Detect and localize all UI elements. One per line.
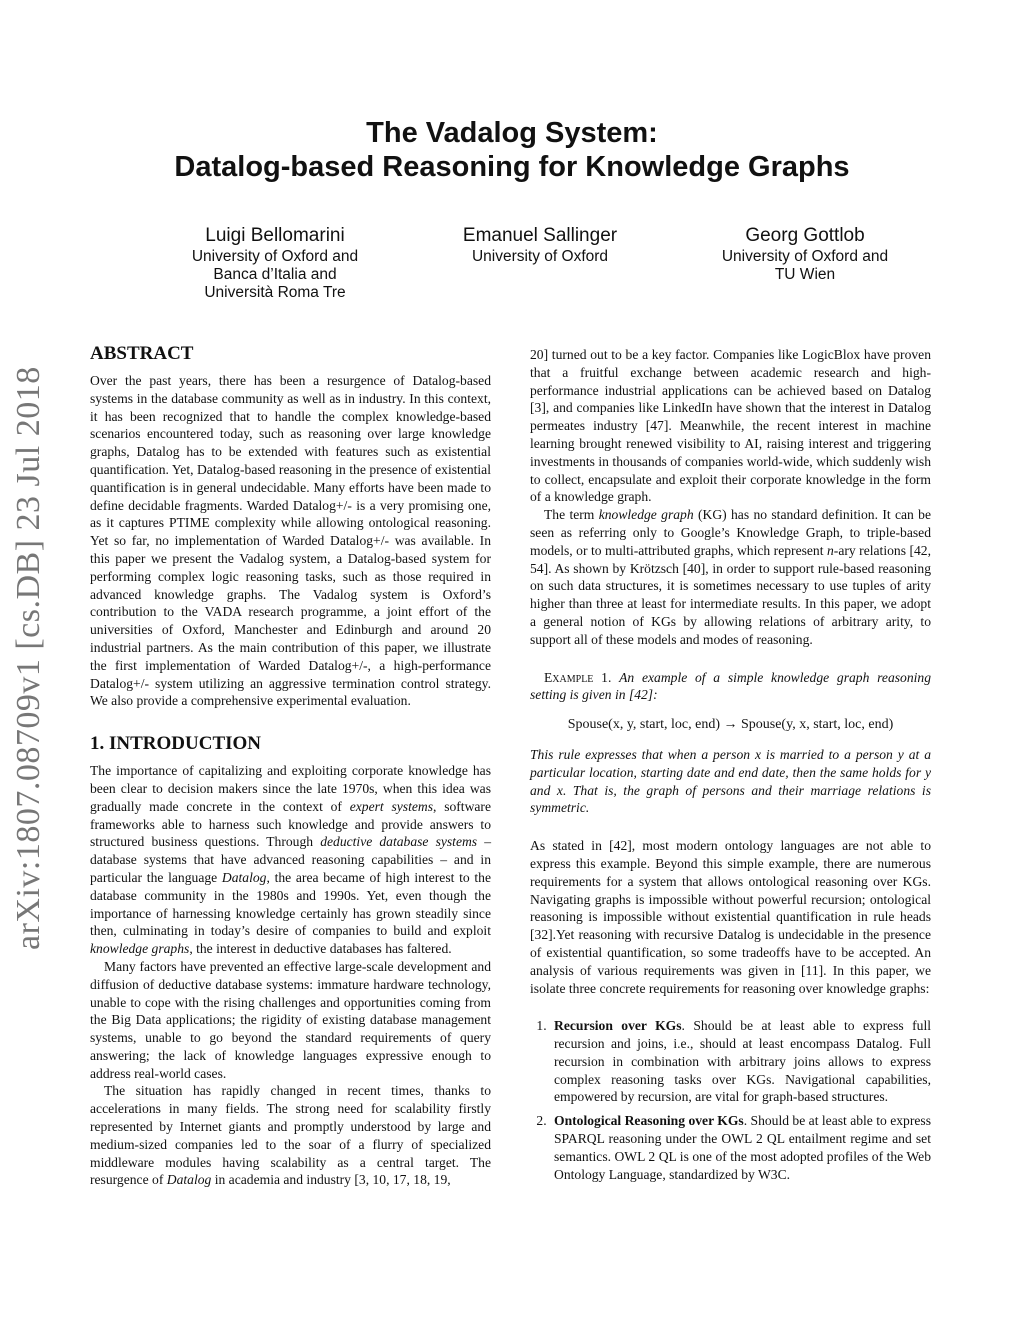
author-affiliation: University of Oxford and — [191, 248, 359, 265]
author-block — [150, 224, 930, 302]
intro-paragraph-2: Many factors have prevented an effective large-scale development and diffusion of deductive database systems: immature hardware technology, unable to cope with the rising challenges and opportunities coming from the Big Data applications; the rigidity of existing database management systems, unable to go beyond the standard requirements of query answering; the lack of knowledge languages expressive enough to address real-world cases. — [90, 958, 491, 1081]
abstract-heading: ABSTRACT — [90, 343, 194, 364]
right-column — [530, 346, 931, 1189]
right-paragraph-2: The term knowledge graph (KG) has no standard definition. It can be seen as referring only to Google’s Knowledge Graph, to triple-based models, or to multi-attributed graphs, which represent n-ary relations [42, 54]. As shown by Krötzsch [40], in order to support rule-based reasoning on such data structures, it is sometimes necessary to use tuples of arity higher than three at least for intermediate results. In this paper, we adopt a general notion of KGs by allowing relations of arbitrary arity, to support all of these models and modes of reasoning. — [530, 507, 931, 647]
spouse-formula: Spouse(x, y, start, loc, end) → Spouse(y, x, start, loc, end) — [567, 717, 894, 733]
author-2 — [415, 224, 665, 302]
author-3 — [680, 224, 930, 302]
intro-paragraph-1: The importance of capitalizing and exploiting corporate knowledge has been clear to decision makers since the late 1970s, when this idea was gradually made concrete in the context of expert systems, software frameworks able to harness such knowledge and provide answers to structured business questions. Through deductive database systems – database systems that have advanced reasoning capabilities – and in particular the language Datalog, the area became of high interest to the database community in the 1980s and 1990s. Yet, even though the importance of harnessing knowledge certainly has grown steadily since then, culminating in today’s desire of companies to build and exploit knowledge graphs, the interest in deductive databases has faltered. — [90, 763, 492, 957]
abstract-text: Over the past years, there has been a resurgence of Datalog-based systems in the database community as well as in industry. In this context, it has been recognized that to handle the complex knowledge-based scenarios encountered today, such as reasoning over large knowledge graphs, Datalog has to be extended with features such as existential quantification. Yet, Datalog-based reasoning in the presence of existential quantification is in general undecidable. Many efforts have been made to define decidable fragments. Warded Datalog+/- is a very promising one, as it captures PTIME complexity while allowing ontological reasoning. Yet so far, no implementation of Warded Datalog+/- was available. In this paper we present the Vadalog system, a Datalog-based system for performing complex logic reasoning tasks, such as those required in advanced knowledge graphs. The Vadalog system is Oxford’s contribution to the VADA research programme, a joint effort of the universities of Oxford, Manchester and Edinburgh and around 20 industrial partners. As the main contribution of this paper, we illustrate the first implementation of Warded Datalog+/-, a high-performance Datalog+/- system utilizing an aggressive termination control strategy. We also provide a comprehensive experimental evaluation. — [90, 373, 491, 709]
author-affiliation: TU Wien — [774, 266, 836, 283]
author-name: Georg Gottlob — [745, 225, 865, 246]
right-paragraph-1: 20] turned out to be a key factor. Companies like LogicBlox have proven that a fruitful exchange between academic research and high-performance industrial applications can be achieved based on Datalog [3], and companies like LinkedIn have shown that the interest in Datalog permeates industry [47]. Meanwhile, the recent interest in machine learning brought renewed visibility to AI, raising interest and triggering investments in thousands of companies world-wide, which suddenly wish to collect, encapsulate and exploit their corporate knowledge in the form of a knowledge graph. — [530, 347, 931, 505]
left-column — [90, 342, 491, 1189]
example-1: Example 1. An example of a simple knowledge graph reasoning setting is given in [42]: — [530, 669, 932, 703]
author-affiliation: University of Oxford — [471, 248, 609, 265]
author-affiliation: University of Oxford and — [721, 248, 889, 265]
author-affiliation: Università Roma Tre — [204, 284, 346, 301]
author-affiliation: Banca d’Italia and — [213, 266, 337, 283]
intro-paragraph-3: The situation has rapidly changed in recent times, thanks to accelerations in many fields. The strong need for scalability firstly represented by Internet giants and promptly understood by large and medium-sized companies led to the soar of a flurry of specialized middleware modules having scalability as a central target. The resurgence of Datalog in academia and industry [3, 10, 17, 18, 19, — [90, 1083, 491, 1188]
author-1 — [150, 224, 400, 302]
author-name: Luigi Bellomarini — [205, 225, 345, 246]
right-paragraph-3: As stated in [42], most modern ontology languages are not able to express this example. Beyond this simple example, there are numerous requirements for a system that allows ontological reasoning over KGs. Navigating graphs is impossible without powerful recursion; ontological reasoning is impossible without existential quantification in rule heads [32].Yet reasoning with recursive Datalog is undecidable in the presence of existential quantification, so some tradeoffs have to be accepted. An analysis of various requirements was given in [11]. In this paper, we isolate three concrete requirements for reasoning over knowledge graphs: — [530, 838, 931, 996]
arxiv-stamp: arXiv:1807.08709v1 [cs.DB] 23 Jul 2018 — [10, 366, 47, 950]
list-item: 2. Ontological Reasoning over KGs. Should be at least able to express SPARQL reasoning under the OWL 2 QL entailment regime and set semantics. OWL 2 QL is one of the most adopted profiles of the Web Ontology Language, standardized by W3C. — [550, 1112, 931, 1183]
paper-title-line-1: The Vadalog System: — [366, 117, 658, 149]
paper-title-line-2: Datalog-based Reasoning for Knowledge Graphs — [174, 151, 850, 183]
list-item: 1. Recursion over KGs. Should be at least able to express full recursion and joins, i.e., should at least encompass Datalog. Full recursion in combination with arbitrary joins allows to express complex reasoning tasks over KGs. Navigational capabilities, empowered by recursion, are vital for graph-based structures. — [550, 1017, 931, 1106]
example-explanation: This rule expresses that when a person x is married to a person y at a particular location, starting date and end date, then the same holds for y and x. That is, the graph of persons and their marriage relations is symmetric. — [530, 746, 931, 816]
author-name: Emanuel Sallinger — [462, 225, 618, 246]
requirements-list — [530, 1017, 931, 1183]
introduction-heading: 1. INTRODUCTION — [90, 733, 262, 755]
